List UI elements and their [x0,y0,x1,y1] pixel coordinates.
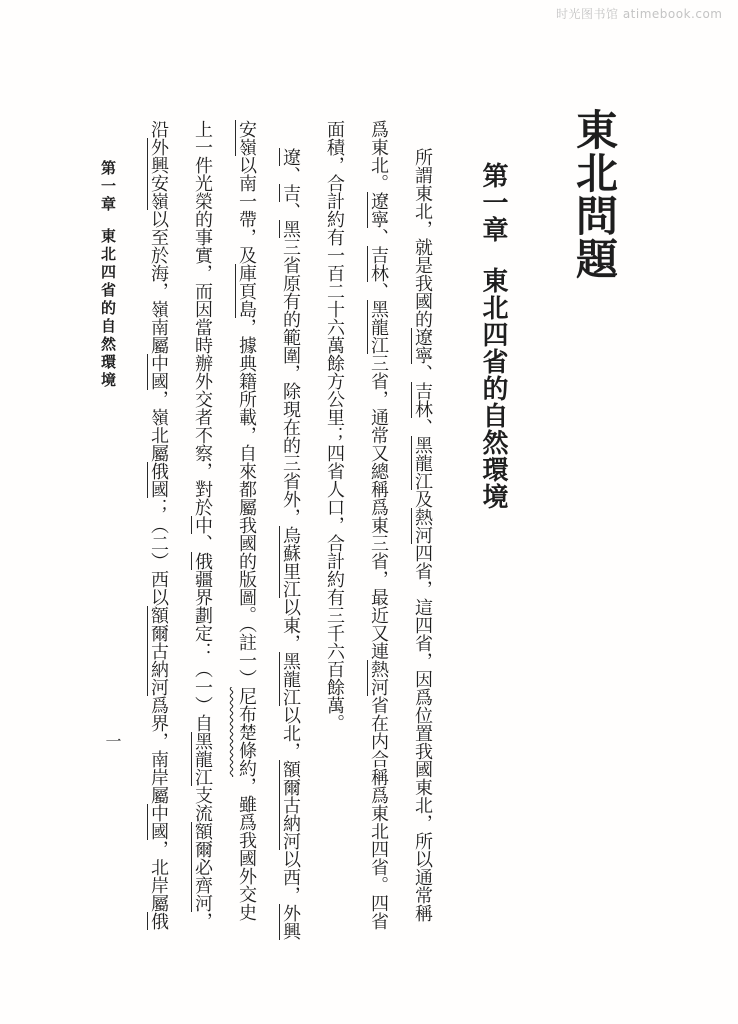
text-segment: ；（二）西以 [148,498,169,606]
proper-noun-mark: 外興 [280,904,301,940]
proper-noun-mark: 黑龍江 [280,652,301,706]
text-segment: 、 [192,534,213,552]
text-segment: ，嶺北屬 [148,390,169,462]
body-text [148,120,432,1000]
proper-noun-mark: 黑 [280,220,301,238]
text-segment: ，北岸屬 [148,840,169,912]
proper-noun-mark: 俄 [148,912,169,930]
text-segment: 、 [412,418,433,436]
text-segment: ，雖爲我國外交史 [236,777,257,921]
proper-noun-mark: 額爾古納河 [280,760,301,850]
text-segment: 以至於海，嶺南屬 [148,210,169,354]
proper-noun-mark: 額爾古納河 [148,606,169,696]
text-segment: 省在内合稱爲東北四省。四省 [368,696,389,930]
proper-noun-mark: 中國 [148,804,169,840]
text-segment: 面積，合計約有一百二十六萬餘方公里；四省人口，合計約有三千六百餘萬。 [324,120,345,732]
proper-noun-mark: 吉林 [412,382,433,418]
text-segment: 爲東北。 [368,120,389,192]
margin-header [99,160,117,390]
text-column-6 [192,120,212,1000]
text-segment: 上一件光榮的事實，而因當時辦外交者不察，對於 [192,120,213,516]
proper-noun-mark: 中國 [148,354,169,390]
text-segment: 以西， [280,850,301,904]
proper-noun-mark: 外興安嶺 [148,138,169,210]
text-segment: 以南一帶，及 [236,156,257,264]
text-segment: 及 [412,490,433,508]
text-segment: 以北， [280,706,301,760]
proper-noun-mark: 黑龍江 [368,300,389,354]
proper-noun-mark: 遼寧 [412,328,433,364]
text-column-7 [148,120,168,1000]
text-column-4 [280,120,300,1000]
text-segment: 、 [368,282,389,300]
chapter-title: 東北四省的自然環境 [478,267,508,510]
proper-noun-mark: 烏蘇里江 [280,526,301,598]
text-column-1 [412,120,432,1000]
text-segment: 所謂東北，就是我國的 [412,148,433,328]
margin-header-chapter-number: 第一章 [99,160,117,214]
text-segment: 四省，這四省，因爲位置我國東北，所以通常稱 [412,544,433,922]
text-segment: 三省，通常又總稱爲東三省，最近又連 [368,354,389,660]
proper-noun-mark: 吉 [280,184,301,202]
text-segment: 沿 [148,120,169,138]
proper-noun-mark: 遼寧 [368,192,389,228]
text-segment: 以東， [280,598,301,652]
book-title-mark: 尼布楚條約 [236,687,257,777]
proper-noun-mark: 黑龍江 [412,436,433,490]
text-segment: 、 [412,364,433,382]
text-segment: 支流 [192,786,213,822]
text-segment: 疆界劃定：（一）自 [192,570,213,732]
proper-noun-mark: 俄國 [148,462,169,498]
margin-header-chapter-title: 東北四省的自然環境 [99,228,117,390]
text-column-2 [368,120,388,1000]
text-segment: ，據典籍所載，自來都屬我國的版圖。（註一） [236,318,257,687]
text-segment: 、 [280,202,301,220]
proper-noun-mark: 遼 [280,148,301,166]
proper-noun-mark: 黑龍江 [192,732,213,786]
text-column-3 [324,120,344,1000]
proper-noun-mark: 額爾必齊河 [192,822,213,912]
book-title: 東北問題 [570,108,619,280]
site-watermark: 时光图书馆 atimebook.com [556,7,723,21]
text-segment: 三省原有的範圍，除現在的三省外， [280,238,301,526]
proper-noun-mark: 俄 [192,552,213,570]
proper-noun-mark: 庫頁島 [236,264,257,318]
text-column-5 [236,120,256,1000]
proper-noun-mark: 熱河 [412,508,433,544]
chapter-heading [478,162,508,510]
proper-noun-mark: 中 [192,516,213,534]
text-segment: 、 [368,228,389,246]
text-segment: 、 [280,166,301,184]
text-segment: 爲界，南岸屬 [148,696,169,804]
text-segment: ， [192,912,213,930]
proper-noun-mark: 吉林 [368,246,389,282]
proper-noun-mark: 安嶺 [236,120,257,156]
page-number: 一 [103,733,122,749]
proper-noun-mark: 熱河 [368,660,389,696]
chapter-number: 第一章 [478,162,508,243]
